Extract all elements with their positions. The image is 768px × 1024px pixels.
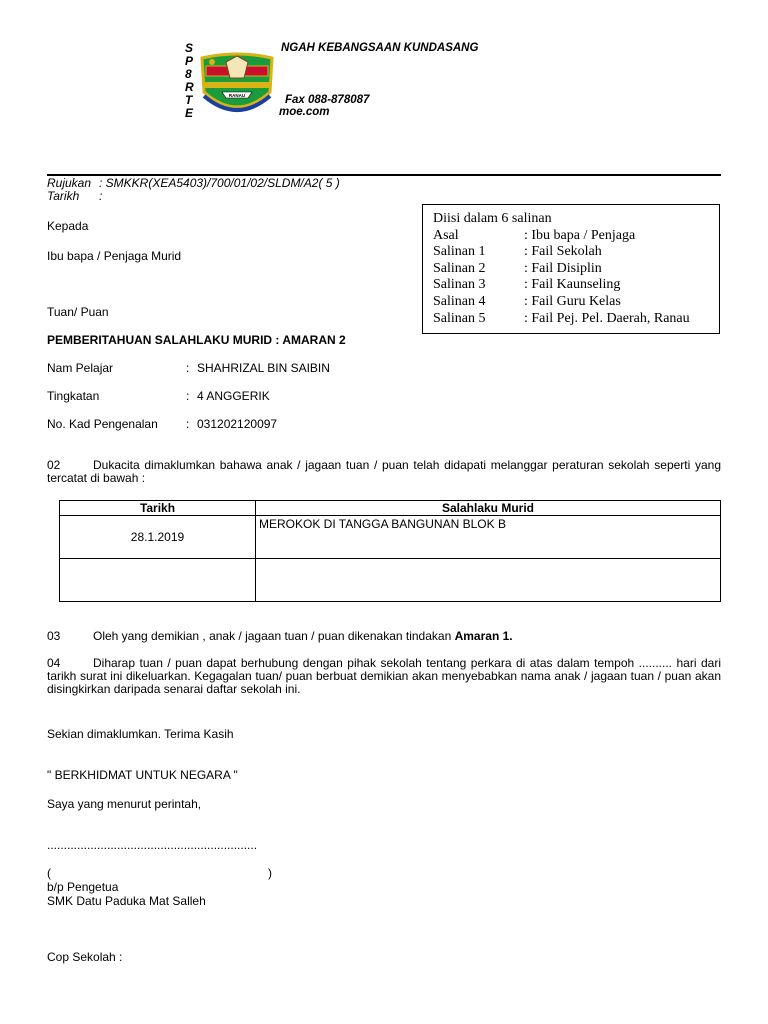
copy-row — [433, 244, 719, 261]
field-label: Nam Pelajar — [47, 361, 114, 375]
rujukan-row — [47, 177, 340, 190]
copy-value: : Fail Pej. Pel. Daerah, Ranau — [524, 310, 690, 326]
saya-line: Saya yang menurut perintah, — [47, 797, 202, 811]
copies-title: Diisi dalam 6 salinan — [433, 211, 552, 226]
field-nama-pelajar — [47, 361, 330, 375]
copy-label: Salinan 4 — [433, 293, 486, 309]
field-colon: : — [186, 417, 190, 431]
copy-row — [433, 294, 719, 311]
field-colon: : — [186, 389, 190, 403]
copy-label: Asal — [433, 227, 459, 243]
misconduct-table — [59, 500, 721, 602]
tarikh-row — [47, 190, 340, 203]
field-colon: : — [186, 361, 190, 375]
school-name: NGAH KEBANGSAAN KUNDASANG — [281, 42, 479, 54]
kepada-label: Kepada — [47, 219, 89, 233]
paragraph-bold-text: Amaran 1. — [454, 629, 513, 643]
table-header-salahlaku: Salahlaku Murid — [256, 501, 721, 516]
copy-value: : Fail Sekolah — [524, 244, 602, 260]
field-value: SHAHRIZAL BIN SAIBIN — [197, 361, 330, 375]
side-letter: R — [185, 80, 194, 94]
paragraph-number: 02 — [47, 458, 61, 472]
paragraph-text: Oleh yang demikian , anak / jagaan tuan / puan dikenakan tindakan — [93, 629, 455, 643]
side-letter: P — [185, 54, 194, 68]
rujukan-value: : SMKKR(XEA5403)/700/01/02/SLDM/A2( 5 ) — [99, 176, 340, 190]
side-letter: E — [185, 106, 194, 120]
copy-value: : Ibu bapa / Penjaga — [524, 227, 636, 243]
copy-value: : Fail Guru Kelas — [524, 293, 621, 309]
copy-row — [433, 277, 719, 294]
table-cell-date — [60, 559, 256, 602]
paragraph-text: Dukacita dimaklumkan bahawa anak / jagaan tuan / puan telah didapati melanggar peraturan sekolah seperti yang tercatat di bawah : — [47, 458, 721, 485]
school-fax: Fax 088-878087 — [285, 94, 370, 106]
copy-row — [433, 228, 719, 245]
table-header-tarikh: Tarikh — [60, 501, 256, 516]
table-cell-offence: MEROKOK DI TANGGA BANGUNAN BLOK B — [256, 516, 721, 559]
table-row — [60, 516, 721, 559]
tarikh-value: : — [99, 189, 103, 203]
bracket-open: ( — [47, 866, 51, 880]
copy-label: Salinan 3 — [433, 277, 486, 293]
table-cell-offence — [256, 559, 721, 602]
paragraph-number: 04 — [47, 656, 61, 670]
closing-line: Sekian dimaklumkan. Terima Kasih — [47, 727, 234, 741]
field-label: Tingkatan — [47, 389, 100, 403]
tarikh-label: Tarikh — [47, 189, 80, 203]
paragraph-number: 03 — [47, 629, 61, 643]
copy-label: Salinan 5 — [433, 310, 486, 326]
copies-box — [422, 204, 720, 334]
copy-label: Salinan 2 — [433, 260, 486, 276]
copy-value: : Fail Kaunseling — [524, 277, 621, 293]
school-crest-icon — [196, 52, 278, 120]
paragraph-04 — [47, 657, 721, 696]
school-stamp-label: Cop Sekolah : — [47, 950, 123, 964]
signature-line: ............................................................... — [47, 838, 258, 852]
motto: " BERKHIDMAT UNTUK NEGARA " — [47, 768, 238, 782]
crest-text: RANAU — [228, 93, 246, 98]
rujukan-label: Rujukan — [47, 176, 92, 190]
side-letter: 8 — [185, 67, 192, 81]
copy-value: : Fail Disiplin — [524, 260, 602, 276]
signatory-title: b/p Pengetua — [47, 880, 119, 894]
field-label: No. Kad Pengenalan — [47, 417, 158, 431]
table-header-row — [60, 501, 721, 516]
field-tingkatan — [47, 389, 270, 403]
copy-label: Salinan 1 — [433, 244, 486, 260]
letter-subject: PEMBERITAHUAN SALAHLAKU MURID : AMARAN 2 — [47, 333, 346, 347]
signatory-name-brackets — [47, 866, 275, 880]
bracket-close: ) — [268, 866, 272, 880]
school-email: moe.com — [279, 106, 330, 118]
field-value: 4 ANGGERIK — [197, 389, 270, 403]
paragraph-03 — [47, 629, 513, 643]
table-cell-date: 28.1.2019 — [60, 516, 256, 559]
field-value: 031202120097 — [197, 417, 278, 431]
recipient: Ibu bapa / Penjaga Murid — [47, 249, 182, 263]
table-row — [60, 559, 721, 602]
side-letter: T — [185, 93, 193, 107]
salutation: Tuan/ Puan — [47, 305, 109, 319]
signatory-school: SMK Datu Paduka Mat Salleh — [47, 894, 206, 908]
field-kad-pengenalan — [47, 417, 277, 431]
paragraph-text: Diharap tuan / puan dapat berhubung dengan pihak sekolah tentang perkara di atas dalam tempoh .......... hari dari tarikh surat ini dikeluarkan. Kegagalan tuan/ puan berbuat demikian akan menyebabkan nama anak / jagaan tuan / puan akan disingkirkan daripada senarai daftar sekolah ini. — [47, 656, 721, 696]
copy-row — [433, 261, 719, 278]
side-letter: S — [185, 41, 194, 55]
reference-block — [47, 177, 340, 203]
paragraph-02 — [47, 459, 721, 485]
copy-row — [433, 311, 719, 328]
